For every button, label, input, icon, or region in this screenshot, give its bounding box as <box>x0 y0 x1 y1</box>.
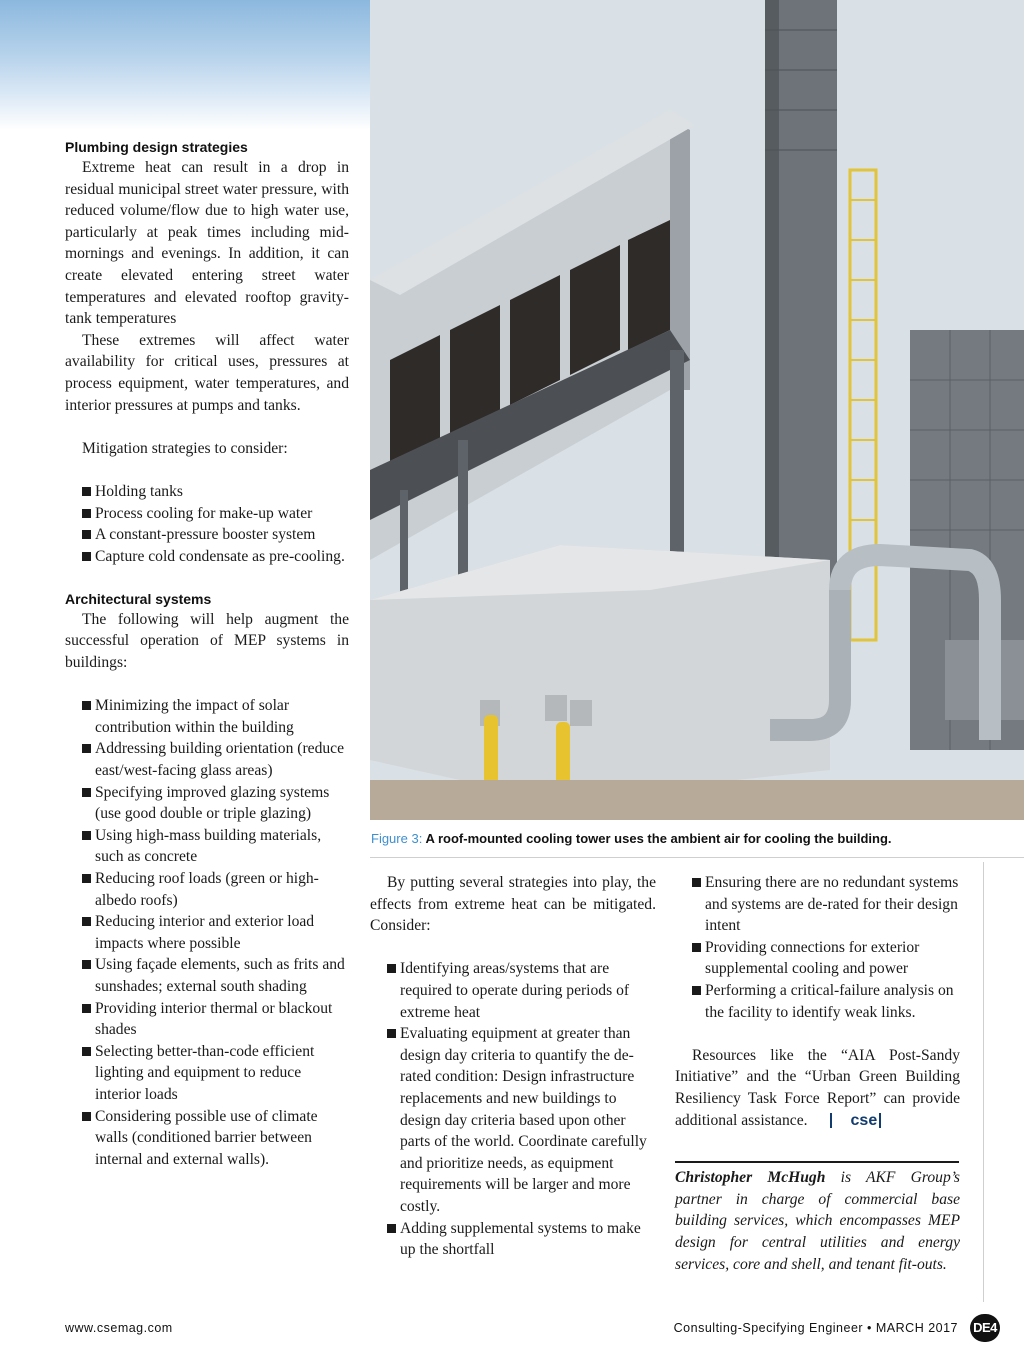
list-item: Specifying improved glazing systems (use good double or triple glazing) <box>65 782 349 825</box>
footer-website: www.csemag.com <box>65 1321 173 1335</box>
cse-logo: cse <box>830 1113 882 1128</box>
consider-list-continued <box>675 872 960 1023</box>
caption-divider <box>370 857 1024 858</box>
list-item: Selecting better-than-code efficient lighting and equipment to reduce interior loads <box>65 1041 349 1106</box>
author-bio <box>675 1167 960 1275</box>
author-bio-text: is AKF Group’s partner in charge of commercial base building services, which encompasses MEP design for central utilities and energy services, core and shell, and tenant fit-outs. <box>675 1169 960 1273</box>
list-item: Identifying areas/systems that are required to operate during periods of extreme heat <box>370 958 656 1023</box>
resources-paragraph <box>675 1045 960 1131</box>
figure-caption <box>371 831 1011 846</box>
list-item: Performing a critical-failure analysis on the facility to identify weak links. <box>675 980 960 1023</box>
figure-label: Figure 3: <box>371 831 423 846</box>
list-item: Using high-mass building materials, such as concrete <box>65 825 349 868</box>
consider-list <box>370 958 656 1260</box>
page-number-badge: DE4 <box>970 1314 1000 1342</box>
list-item: Adding supplemental systems to make up the shortfall <box>370 1218 656 1261</box>
list-item: Minimizing the impact of solar contribution within the building <box>65 695 349 738</box>
list-item: Holding tanks <box>65 481 349 503</box>
list-item: Considering possible use of climate walls (conditioned barrier between internal and external walls). <box>65 1106 349 1171</box>
plumbing-heading: Plumbing design strategies <box>65 139 248 155</box>
left-column <box>65 137 349 1170</box>
column-divider <box>983 862 984 1302</box>
resources-text: Resources like the “AIA Post-Sandy Initiative” and the “Urban Green Building Resiliency Task Force Report” can provide additional assistance. <box>675 1046 960 1129</box>
author-name: Christopher McHugh <box>675 1169 826 1187</box>
mitigation-intro: Mitigation strategies to consider: <box>82 439 288 457</box>
header-color-band <box>0 0 370 130</box>
list-item: Process cooling for make-up water <box>65 503 349 525</box>
list-item: Providing connections for exterior supplemental cooling and power <box>675 937 960 980</box>
list-item: Addressing building orientation (reduce east/west-facing glass areas) <box>65 738 349 781</box>
middle-intro: By putting several strategies into play, the effects from extreme heat can be mitigated. Consider: <box>370 874 656 935</box>
architectural-heading: Architectural systems <box>65 590 212 607</box>
plumbing-paragraph-2: These extremes will affect water availability for critical uses, pressures at process equipment, water temperatures, and interior pressures at pumps and tanks. <box>65 331 349 414</box>
list-item: A constant-pressure booster system <box>65 524 349 546</box>
middle-column <box>370 872 656 1261</box>
author-divider <box>675 1161 959 1163</box>
list-item: Reducing interior and exterior load impacts where possible <box>65 911 349 954</box>
plumbing-paragraph-1: Extreme heat can result in a drop in residual municipal street water pressure, with reduced volume/flow due to high water use, particularly at peak times including mid-mornings and evenings. In addition, it can create elevated entering street water temperatures and elevated rooftop gravity-tank temperatures <box>65 159 349 328</box>
cooling-tower-illustration <box>370 0 1024 820</box>
cooling-tower-photo <box>370 0 1024 820</box>
list-item: Ensuring there are no redundant systems and systems are de-rated for their design intent <box>675 872 960 937</box>
architectural-list <box>65 695 349 1170</box>
list-item: Capture cold condensate as pre-cooling. <box>65 546 349 568</box>
list-item: Reducing roof loads (green or high-albedo roofs) <box>65 868 349 911</box>
list-item: Providing interior thermal or blackout shades <box>65 998 349 1041</box>
footer-publication: Consulting-Specifying Engineer • MARCH 2017 <box>673 1321 958 1335</box>
list-item: Using façade elements, such as frits and sunshades; external south shading <box>65 954 349 997</box>
architectural-intro: The following will help augment the successful operation of MEP systems in buildings: <box>65 610 349 672</box>
figure-caption-text: A roof-mounted cooling tower uses the ambient air for cooling the building. <box>425 831 892 846</box>
list-item: Evaluating equipment at greater than design day criteria to quantify the de-rated condition: Design infrastructure replacements and new buildings to design day criteria based upon other parts of the world. Coordinate carefully and prioritize needs, as equipment requirements will be larger and more costly. <box>370 1023 656 1217</box>
right-column <box>675 872 960 1275</box>
mitigation-list <box>65 481 349 567</box>
